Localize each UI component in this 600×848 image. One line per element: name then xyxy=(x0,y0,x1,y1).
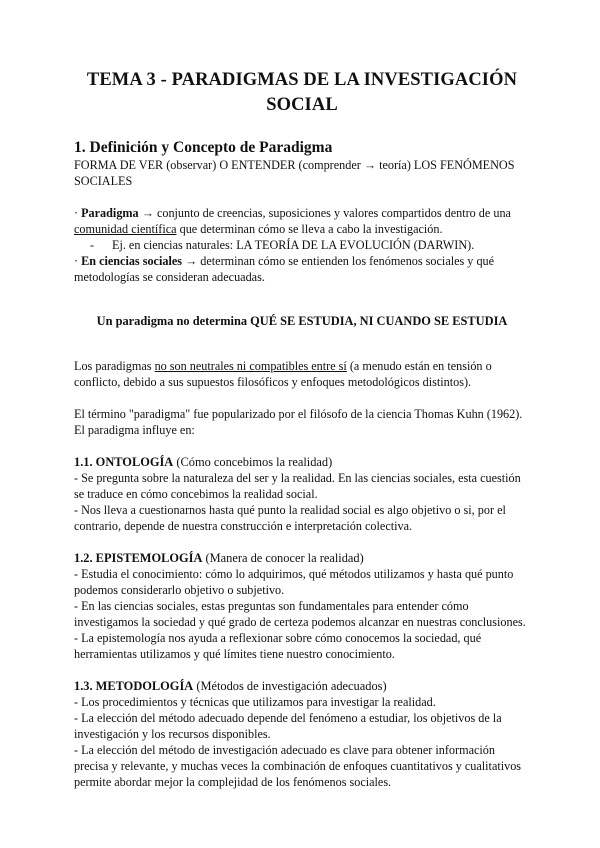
title-line-1: TEMA 3 - PARADIGMAS DE LA INVESTIGACIÓN xyxy=(86,70,518,90)
neutral-b: (a menudo están en tensión o conflicto, debido a sus supuestos filosóficos y enfoques metodológicos distintos). xyxy=(74,358,492,389)
section-1-intro: FORMA DE VER (observar) O ENTENDER (comprender → teoría) LOS FENÓMENOS SOCIALES xyxy=(74,158,515,188)
metodologia-item-2: - La elección del método adecuado depende del fenómeno a estudiar, los objetivos de la investigación y los recursos disponibles. xyxy=(74,710,502,741)
ontologia-title: 1.1. ONTOLOGÍA xyxy=(74,454,174,469)
neutral-underlined: no son neutrales ni compatibles entre sí xyxy=(154,358,347,373)
dash: - xyxy=(90,238,95,252)
document-title xyxy=(74,68,530,118)
note-a: Un paradigma no determina xyxy=(96,314,251,329)
ciencias-sociales-text: → determinan cómo se entienden los fenómenos sociales y qué metodologías se consideran adecuadas. xyxy=(74,254,495,284)
kuhn-line-2: El paradigma influye en: xyxy=(74,422,195,437)
ciencias-sociales-definition xyxy=(74,253,530,285)
section-1-heading: 1. Definición y Concepto de Paradigma xyxy=(74,139,333,156)
epistemologia-item-1: - Estudia el conocimiento: cómo lo adquirimos, qué métodos utilizamos y hasta qué punto podemos considerarlo objetivo o subjetivo. xyxy=(74,566,514,597)
neutrality-paragraph xyxy=(74,358,530,390)
paradigma-note xyxy=(74,313,530,329)
kuhn-line-1: El término "paradigma" fue popularizado por el filósofo de la ciencia Thomas Kuhn (1962). xyxy=(74,406,523,421)
ciencias-sociales-term: En ciencias sociales xyxy=(81,254,182,268)
ontologia-item-1: - Se pregunta sobre la naturaleza del ser y la realidad. En las ciencias sociales, esta cuestión se traduce en cómo concebimos la realidad social. xyxy=(74,470,521,501)
bullet: · xyxy=(74,206,82,220)
paradigma-definition xyxy=(74,205,530,237)
metodologia-title: 1.3. METODOLOGÍA xyxy=(74,678,194,693)
metodologia-heading xyxy=(74,678,530,694)
metodologia-item-1: - Los procedimientos y técnicas que utilizamos para investigar la realidad. xyxy=(74,694,436,709)
paradigma-text-b: que determinan cómo se lleva a cabo la investigación. xyxy=(176,222,443,236)
comunidad-cientifica-underlined: comunidad científica xyxy=(74,222,177,236)
epistemologia-subtitle: (Manera de conocer la realidad) xyxy=(202,550,364,565)
metodologia-item-3: - La elección del método de investigación adecuado es clave para obtener información precisa y relevante, y muchas veces la combinación de enfoques cuantitativos y cualitativos permite abordar mejor la complejidad de los fenómenos sociales. xyxy=(74,742,522,789)
ontologia-heading xyxy=(74,454,530,470)
paradigma-text-a: → conjunto de creencias, suposiciones y valores compartidos dentro de una xyxy=(138,206,511,220)
bullet: · xyxy=(74,254,82,268)
neutral-a: Los paradigmas xyxy=(74,358,155,373)
note-b: QUÉ SE ESTUDIA, NI CUANDO SE ESTUDIA xyxy=(250,314,508,329)
ontologia-subtitle: (Cómo concebimos la realidad) xyxy=(173,454,333,469)
epistemologia-item-2: - En las ciencias sociales, estas preguntas son fundamentales para entender cómo investigamos la sociedad y qué grado de certeza podemos alcanzar en nuestras conclusiones. xyxy=(74,598,526,629)
title-line-2: SOCIAL xyxy=(266,95,338,115)
example-item xyxy=(74,237,530,253)
paradigma-term: Paradigma xyxy=(81,206,139,220)
metodologia-subtitle: (Métodos de investigación adecuados) xyxy=(193,678,387,693)
epistemologia-item-3: - La epistemología nos ayuda a reflexionar sobre cómo conocemos la sociedad, qué herramientas utilizamos y qué límites tiene nuestro conocimiento. xyxy=(74,630,482,661)
epistemologia-heading xyxy=(74,550,530,566)
epistemologia-title: 1.2. EPISTEMOLOGÍA xyxy=(74,550,203,565)
example-text: Ej. en ciencias naturales: LA TEORÍA DE LA EVOLUCIÓN (DARWIN). xyxy=(112,238,475,252)
ontologia-item-2: - Nos lleva a cuestionarnos hasta qué punto la realidad social es algo objetivo o si, por el contrario, depende de nuestra construcción e interpretación colectiva. xyxy=(74,502,506,533)
